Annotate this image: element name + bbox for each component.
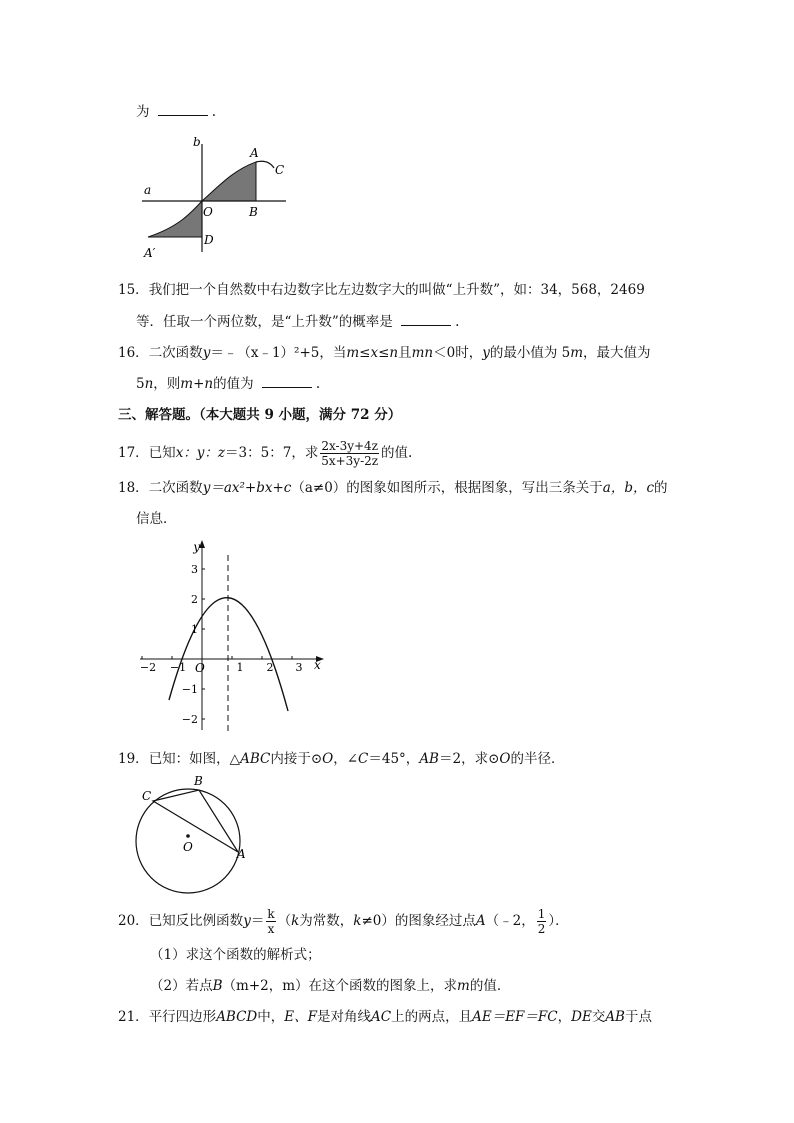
q15-line2: 等．任取一个两位数，是“上升数”的概率是 . <box>136 314 460 330</box>
shaded-region-right <box>202 162 256 201</box>
curve-to-c <box>256 161 274 168</box>
label-a: a <box>144 183 152 197</box>
q21-line: 21．平行四边形ABCD中，E、F是对角线AC上的两点，且AE＝EF＝FC，DE交AB于点 <box>118 1009 652 1025</box>
x-axis-label: x <box>314 658 321 672</box>
q14-figure <box>138 132 298 267</box>
triangle-abc <box>153 790 238 852</box>
q16-line1: 16．二次函数y＝﹣（x﹣1）²+5，当m≤x≤n且mn＜0时，y的最小值为 5m，最大值为 <box>118 345 651 361</box>
q18-line1: 18．二次函数y＝ax²+bx+c（a≠0）的图象如图所示，根据图象，写出三条关于a，b，c的 <box>118 480 668 496</box>
answer-blank[interactable] <box>401 313 451 326</box>
shaded-region-left <box>148 201 202 237</box>
label-O: O <box>183 840 193 854</box>
label-A-prime: A′ <box>144 246 156 260</box>
y-tick-label: 1 <box>191 623 198 636</box>
label-B: B <box>249 205 258 219</box>
label-O: O <box>203 205 213 219</box>
q16-line2: 5n，则m+n的值为 . <box>136 376 321 392</box>
q17-fraction: $\frac{2x-3y+4z}{5x+3y-2z}$ <box>321 439 379 468</box>
q15-line1: 15．我们把一个自然数中右边数字比左边数字大的叫做“上升数”，如：34，568，2469 <box>118 282 645 298</box>
q14-prefix: 为 <box>136 104 150 120</box>
center-dot <box>186 834 190 838</box>
origin-label: O <box>195 661 205 675</box>
q17-line: 17．已知x：y：z＝3：5：7，求 $\frac{2x-3y+4z}{5x+3y-2z}$ 的值. <box>118 439 413 468</box>
q19-line: 19．已知：如图，△ABC内接于⊙O，∠C＝45°，AB＝2，求⊙O的半径． <box>118 751 565 767</box>
x-tick-label: −2 <box>139 661 157 674</box>
label-C: C <box>142 789 152 803</box>
q20-sub2: （2）若点B（m+2，m）在这个函数的图象上，求m的值． <box>150 978 511 994</box>
q20-fraction-k-over-x: $\frac{k}{x}$ <box>267 907 275 936</box>
x-tick-label: 3 <box>295 661 303 674</box>
section-heading: 三、解答题。（本大题共 9 小题，满分 72 分） <box>118 407 402 423</box>
q18-parabola-figure <box>138 535 338 735</box>
y-axis-label: y <box>193 540 200 554</box>
x-tick-label: 1 <box>236 661 244 674</box>
y-tick-label: 2 <box>191 593 198 606</box>
label-b: b <box>193 135 201 149</box>
y-tick-label: 3 <box>191 563 198 576</box>
label-D: D <box>204 233 214 247</box>
answer-blank[interactable] <box>158 103 208 116</box>
q20-fraction-one-half: $\frac{1}{2}$ <box>537 907 546 936</box>
q19-circle-figure <box>132 772 257 894</box>
label-C: C <box>275 163 285 177</box>
x-tick-label: −1 <box>169 661 187 674</box>
label-B: B <box>194 774 203 788</box>
q20-line1: 20．已知反比例函数y＝ $\frac{k}{x}$ （k为常数，k≠0）的图象经过点A（﹣2， $\frac{1}{2}$ ）． <box>118 907 569 936</box>
label-A: A <box>237 847 246 861</box>
label-A: A <box>250 146 259 160</box>
q14-tail-line: 为 . <box>136 104 217 120</box>
y-tick-label: −2 <box>181 713 198 726</box>
answer-blank[interactable] <box>262 375 312 388</box>
y-tick-label: −1 <box>181 683 198 696</box>
q20-sub1: （1）求这个函数的解析式； <box>150 947 321 963</box>
x-tick-label: 2 <box>266 661 274 674</box>
q18-line2: 信息． <box>136 511 177 527</box>
